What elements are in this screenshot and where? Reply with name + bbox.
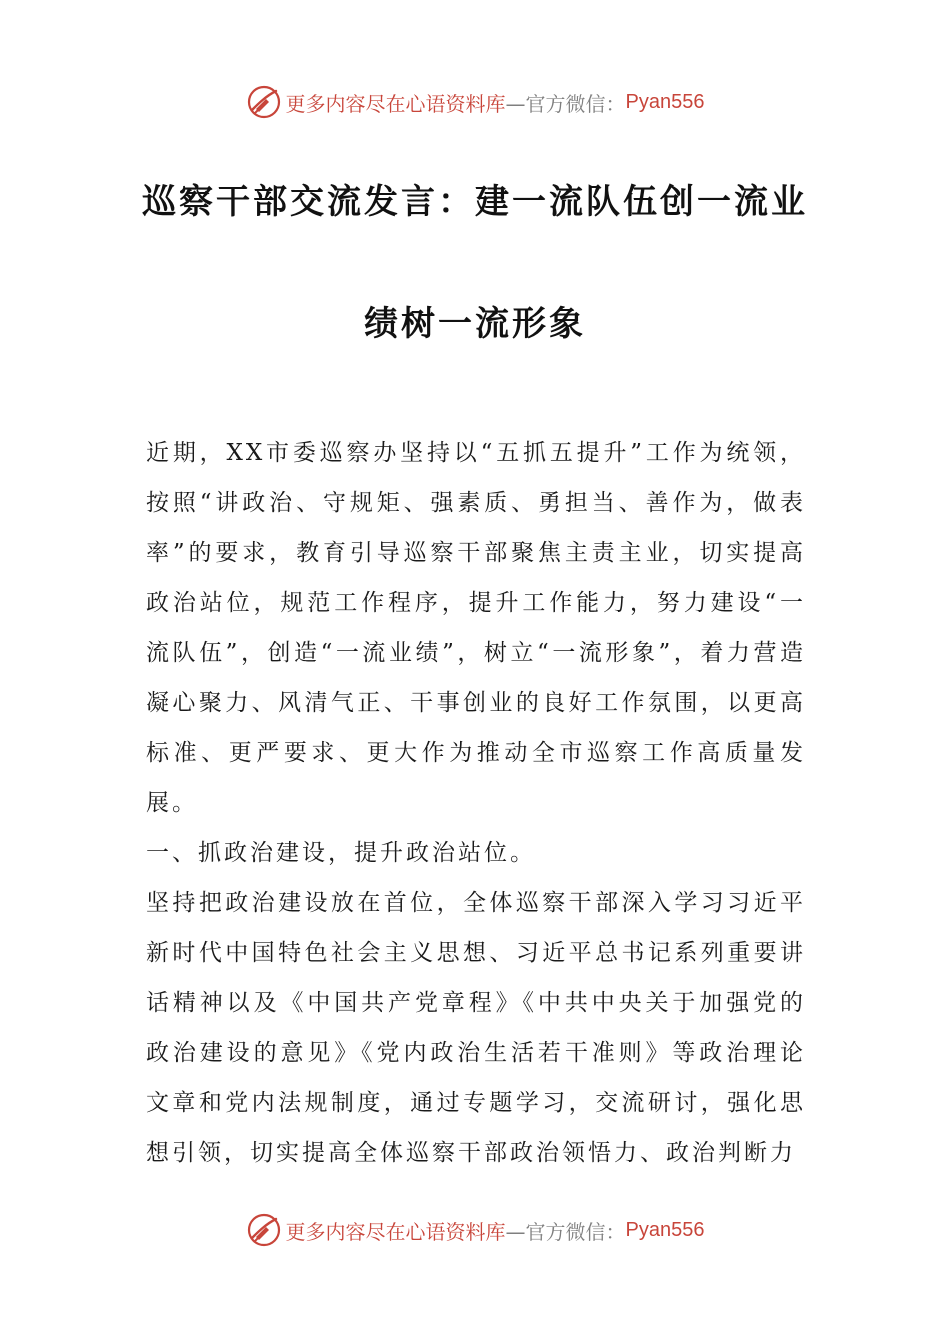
section-heading-1: 一、抓政治建设，提升政治站位。 bbox=[146, 840, 536, 866]
banner-sub-text: —官方微信： bbox=[505, 1219, 626, 1244]
footer-banner bbox=[0, 1210, 950, 1250]
banner-main-text: 更多内容尽在心语资料库 bbox=[285, 1219, 506, 1244]
body-paragraph-section-1: 坚持把政治建设放在首位，全体巡察干部深入学习习近平新时代中国特色社会主义思想、习近平总书记系列重要讲话精神以及《中国共产党章程》《中共中央关于加强党的政治建设的意见》《党内政治生活若干准则》等政治理论文章和党内法规制度，通过专题学习，交流研讨，强化思想引领，切实提高全体巡察干部政治领悟力、政治判断力 bbox=[146, 890, 806, 1166]
pen-logo-icon bbox=[246, 1212, 282, 1248]
banner-wechat-id: Pyan556 bbox=[625, 90, 705, 113]
banner-wechat-id: Pyan556 bbox=[625, 1218, 705, 1241]
document-title-line-2: 绩树一流形象 bbox=[364, 304, 586, 344]
banner-main-text: 更多内容尽在心语资料库 bbox=[285, 91, 506, 116]
banner-sub-text: —官方微信： bbox=[505, 91, 626, 116]
document-title-line-1: 巡察干部交流发言：建一流队伍创一流业 bbox=[142, 182, 808, 222]
header-banner bbox=[0, 82, 950, 122]
document-body bbox=[146, 428, 806, 1178]
body-paragraph-intro: 近期，XX市委巡察办坚持以“五抓五提升”工作为统领，按照“讲政治、守规矩、强素质、勇担当、善作为，做表率”的要求，教育引导巡察干部聚焦主责主业，切实提高政治站位，规范工作程序，提升工作能力，努力建设“一流队伍”，创造“一流业绩”，树立“一流形象”，着力营造凝心聚力、风清气正、干事创业的良好工作氛围，以更高标准、更严要求、更大作为推动全市巡察工作高质量发展。 bbox=[146, 440, 806, 816]
pen-logo-icon bbox=[246, 84, 282, 120]
